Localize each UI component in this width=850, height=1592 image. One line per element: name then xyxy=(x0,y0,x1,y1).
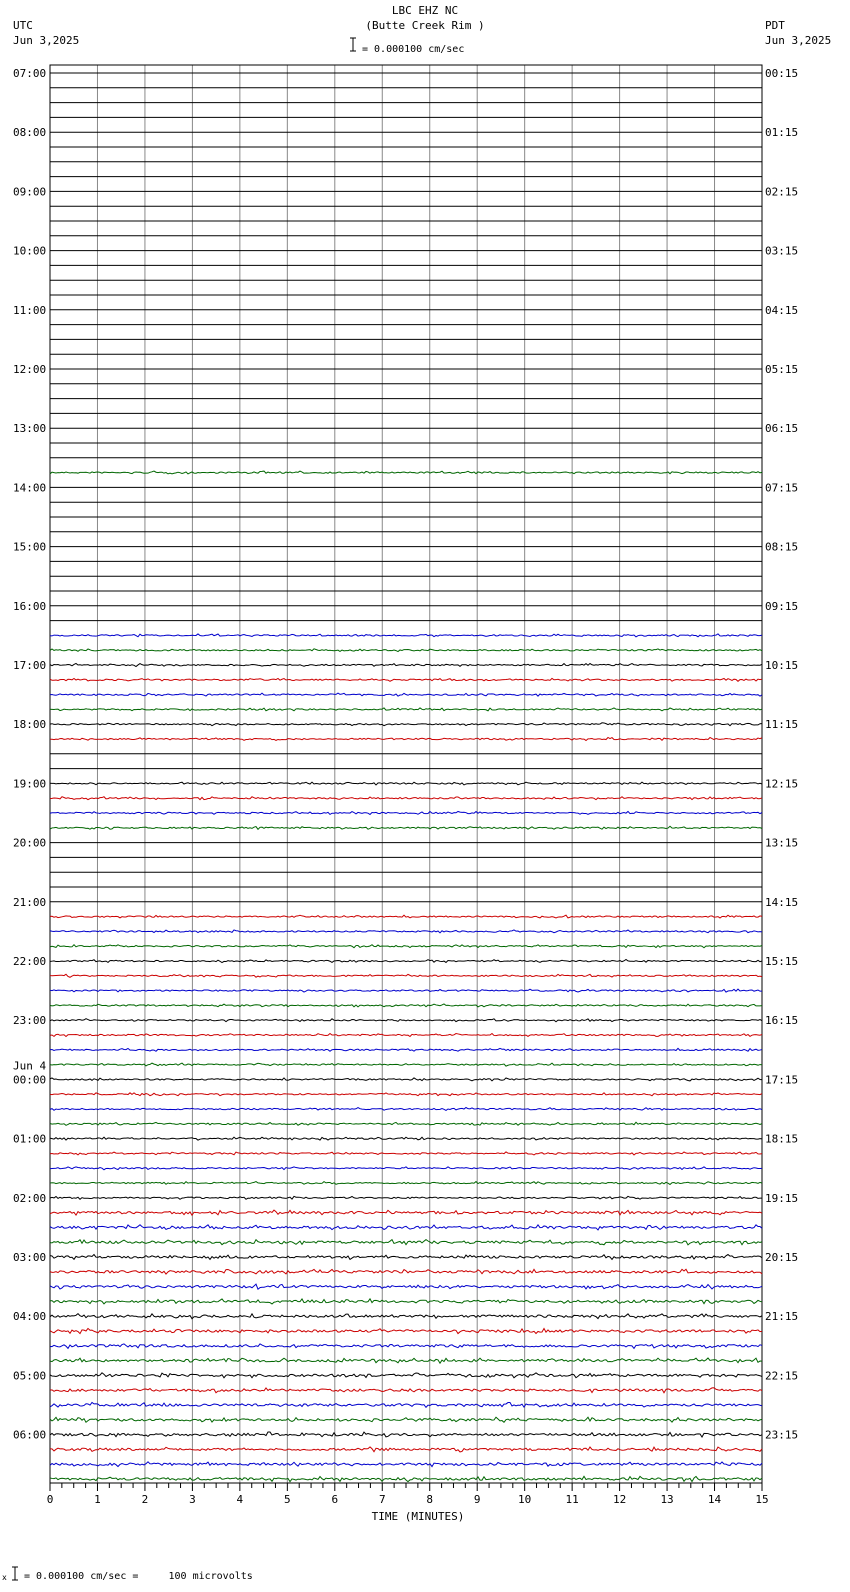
x-tick-label: 0 xyxy=(46,1493,54,1506)
trace-line xyxy=(50,708,762,711)
scale-text: = 0.000100 cm/sec xyxy=(362,44,465,55)
trace-line xyxy=(50,1225,762,1230)
pdt-hour-label: 22:15 xyxy=(765,1369,799,1383)
utc-hour-label: 16:00 xyxy=(13,599,47,613)
x-tick-label: 15 xyxy=(755,1493,769,1506)
right-date: Jun 3,2025 xyxy=(765,34,832,47)
trace-line xyxy=(50,1078,762,1081)
station-location: (Butte Creek Rim ) xyxy=(365,19,485,32)
utc-hour-label: 21:00 xyxy=(13,895,47,909)
x-tick-label: 4 xyxy=(236,1493,244,1506)
trace-line xyxy=(50,737,762,740)
pdt-hour-label: 15:15 xyxy=(765,955,799,968)
trace-line xyxy=(50,1476,762,1481)
trace-line xyxy=(50,1447,762,1452)
pdt-hour-label: 03:15 xyxy=(765,244,799,258)
trace-line xyxy=(50,663,762,666)
utc-hour-label: 11:00 xyxy=(13,303,47,317)
utc-hour-label: 23:00 xyxy=(13,1014,47,1028)
trace-line xyxy=(50,974,762,977)
trace-line xyxy=(50,1122,762,1125)
trace-line xyxy=(50,811,762,814)
pdt-hour-label: 00:15 xyxy=(765,67,799,80)
trace-line xyxy=(50,1284,762,1289)
x-tick-label: 14 xyxy=(707,1493,722,1506)
trace-line xyxy=(50,1299,762,1304)
pdt-hour-label: 02:15 xyxy=(765,185,799,199)
trace-line xyxy=(50,1402,762,1407)
trace-line xyxy=(50,634,762,637)
trace-line xyxy=(50,1417,762,1422)
utc-hour-label: 02:00 xyxy=(13,1191,47,1205)
pdt-hour-label: 07:15 xyxy=(765,481,799,495)
x-tick-label: 11 xyxy=(565,1493,579,1506)
day-change-label: Jun 4 xyxy=(13,1059,47,1073)
trace-line xyxy=(50,1196,762,1199)
pdt-hour-label: 04:15 xyxy=(765,303,799,317)
trace-line xyxy=(50,797,762,800)
utc-hour-label: 14:00 xyxy=(13,481,47,495)
pdt-hour-label: 19:15 xyxy=(765,1191,799,1205)
utc-hour-label: 12:00 xyxy=(13,363,47,376)
utc-hour-label: 18:00 xyxy=(13,718,47,732)
trace-line xyxy=(50,693,762,696)
pdt-hour-label: 09:15 xyxy=(765,599,799,613)
trace-line xyxy=(50,471,762,474)
trace-line xyxy=(50,649,762,652)
trace-line xyxy=(50,1108,762,1111)
pdt-hour-label: 20:15 xyxy=(765,1251,799,1264)
trace-line xyxy=(50,1152,762,1155)
trace-line xyxy=(50,1462,762,1467)
utc-hour-label: 09:00 xyxy=(13,185,47,199)
trace-line xyxy=(50,1093,762,1096)
x-tick-label: 7 xyxy=(378,1493,386,1506)
pdt-hour-label: 17:15 xyxy=(765,1073,799,1087)
trace-line xyxy=(50,1019,762,1022)
x-tick-label: 1 xyxy=(94,1493,101,1506)
right-timezone: PDT xyxy=(765,19,785,32)
trace-line xyxy=(50,1269,762,1274)
trace-line xyxy=(50,1373,762,1378)
x-tick-label: 13 xyxy=(660,1493,674,1506)
utc-hour-label: 06:00 xyxy=(13,1428,47,1442)
trace-line xyxy=(50,1167,762,1170)
x-axis-title: TIME (MINUTES) xyxy=(371,1510,465,1523)
trace-line xyxy=(50,1240,762,1245)
utc-hour-label: 22:00 xyxy=(13,955,47,968)
trace-line xyxy=(50,826,762,829)
trace-line xyxy=(50,1063,762,1066)
pdt-hour-label: 11:15 xyxy=(765,718,799,732)
trace-line xyxy=(50,1210,762,1215)
pdt-hour-label: 05:15 xyxy=(765,363,799,376)
station-title: LBC EHZ NC xyxy=(391,4,459,17)
trace-line xyxy=(50,1388,762,1393)
trace-line xyxy=(50,959,762,962)
pdt-hour-label: 10:15 xyxy=(765,659,799,672)
utc-hour-label: 04:00 xyxy=(13,1310,47,1324)
x-tick-label: 9 xyxy=(473,1493,481,1506)
trace-line xyxy=(50,1255,762,1260)
utc-hour-label: 19:00 xyxy=(13,777,47,791)
trace-layer xyxy=(50,73,762,1482)
trace-line xyxy=(50,1004,762,1007)
pdt-hour-label: 12:15 xyxy=(765,777,799,791)
pdt-hour-label: 21:15 xyxy=(765,1310,799,1324)
trace-line xyxy=(50,930,762,933)
trace-line xyxy=(50,1137,762,1140)
trace-line xyxy=(50,989,762,992)
pdt-hour-label: 01:15 xyxy=(765,126,799,140)
left-timezone: UTC xyxy=(13,19,33,32)
x-tick-label: 6 xyxy=(331,1493,339,1506)
utc-hour-label: 01:00 xyxy=(13,1132,47,1146)
utc-hour-label: 17:00 xyxy=(13,659,47,672)
x-axis xyxy=(47,1483,769,1506)
trace-line xyxy=(50,1328,762,1333)
trace-line xyxy=(50,915,762,918)
x-tick-label: 3 xyxy=(189,1493,196,1506)
footer-scale-text: = 0.000100 cm/sec = 100 microvolts xyxy=(24,1571,253,1582)
left-date: Jun 3,2025 xyxy=(13,34,80,47)
footer-marker: x xyxy=(2,1573,7,1582)
pdt-hour-label: 14:15 xyxy=(765,895,799,909)
trace-line xyxy=(50,782,762,785)
trace-line xyxy=(50,1033,762,1036)
pdt-hour-label: 23:15 xyxy=(765,1428,799,1442)
pdt-hour-label: 13:15 xyxy=(765,836,799,850)
trace-line xyxy=(50,1358,762,1363)
x-tick-label: 5 xyxy=(284,1493,291,1506)
trace-line xyxy=(50,1314,762,1319)
trace-line xyxy=(50,1344,762,1349)
pdt-hour-label: 18:15 xyxy=(765,1132,799,1146)
x-tick-label: 8 xyxy=(426,1493,434,1506)
utc-hour-label: 08:00 xyxy=(13,126,47,140)
x-tick-label: 12 xyxy=(612,1493,627,1506)
utc-hour-label: 20:00 xyxy=(13,836,47,850)
utc-hour-label: 15:00 xyxy=(13,540,47,554)
trace-line xyxy=(50,1182,762,1185)
utc-hour-label: 00:00 xyxy=(13,1073,47,1087)
utc-hour-label: 10:00 xyxy=(13,244,47,258)
x-tick-label: 2 xyxy=(141,1493,149,1506)
trace-line xyxy=(50,1048,762,1051)
trace-line xyxy=(50,1432,762,1437)
utc-hour-label: 07:00 xyxy=(13,67,47,80)
utc-hour-label: 13:00 xyxy=(13,422,47,436)
trace-line xyxy=(50,945,762,948)
x-tick-label: 10 xyxy=(518,1493,532,1506)
pdt-hour-label: 06:15 xyxy=(765,422,799,436)
pdt-hour-label: 08:15 xyxy=(765,540,799,554)
utc-hour-label: 05:00 xyxy=(13,1369,47,1383)
trace-line xyxy=(50,678,762,681)
footer-scale-bar-icon xyxy=(11,1566,24,1592)
utc-hour-label: 03:00 xyxy=(13,1251,47,1264)
trace-line xyxy=(50,723,762,726)
pdt-hour-label: 16:15 xyxy=(765,1014,799,1028)
